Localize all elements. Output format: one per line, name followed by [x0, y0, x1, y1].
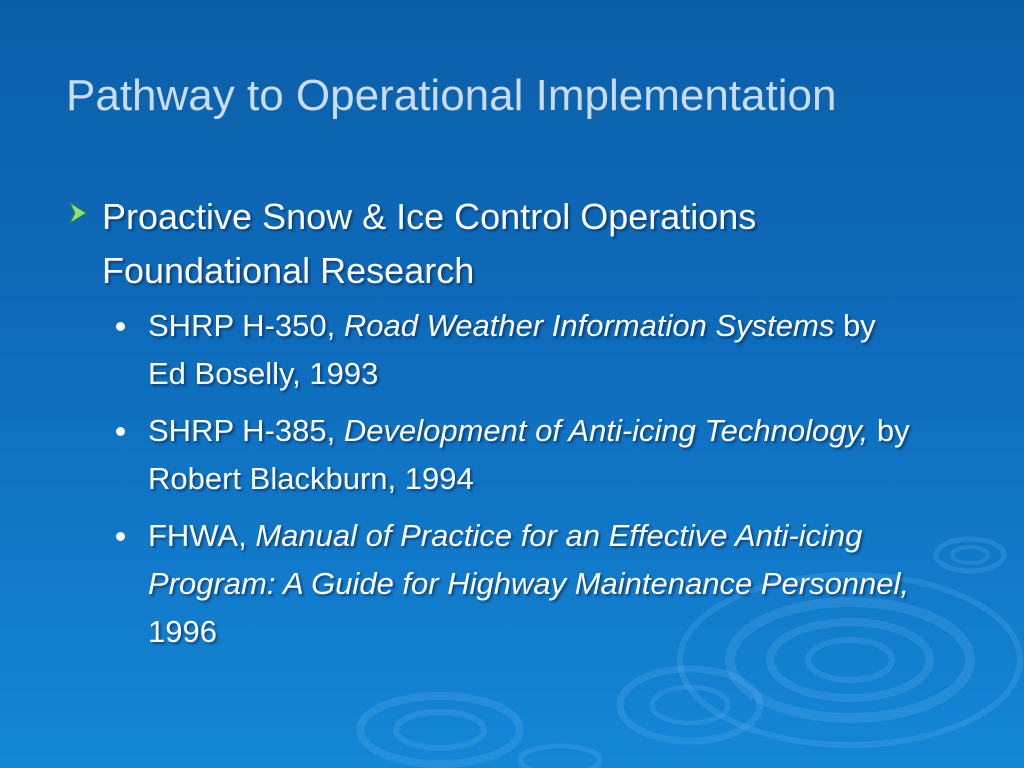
dot-bullet-icon — [116, 427, 125, 436]
reference-detail: 1996 — [148, 614, 217, 649]
sub-bullet-item — [112, 407, 912, 503]
reference-title: Development of Anti-icing Technology, — [343, 413, 869, 448]
main-bullet — [66, 190, 966, 298]
slide-title: Pathway to Operational Implementation — [66, 71, 837, 120]
reference-source: FHWA, — [148, 518, 256, 553]
sub-bullet-item — [112, 512, 912, 656]
dot-bullet-icon — [116, 532, 125, 541]
sub-bullet-list — [112, 302, 912, 665]
main-bullet-line-2: Foundational Research — [102, 250, 475, 291]
sub-bullet-item — [112, 302, 912, 398]
reference-title: Manual of Practice for an Effective Anti-icing Program: A Guide for Highway Maintenance Personnel, — [148, 518, 910, 601]
reference-detail: by Ed Boselly, 1993 — [148, 308, 876, 391]
reference-title: Road Weather Information Systems — [343, 308, 835, 343]
dot-bullet-icon — [116, 322, 125, 331]
arrow-bullet-icon — [66, 200, 92, 226]
reference-detail: by Robert Blackburn, 1994 — [148, 413, 910, 496]
main-bullet-line-1: Proactive Snow & Ice Control Operations — [102, 196, 757, 237]
reference-source: SHRP H-385, — [148, 413, 344, 448]
reference-source: SHRP H-350, — [148, 308, 344, 343]
